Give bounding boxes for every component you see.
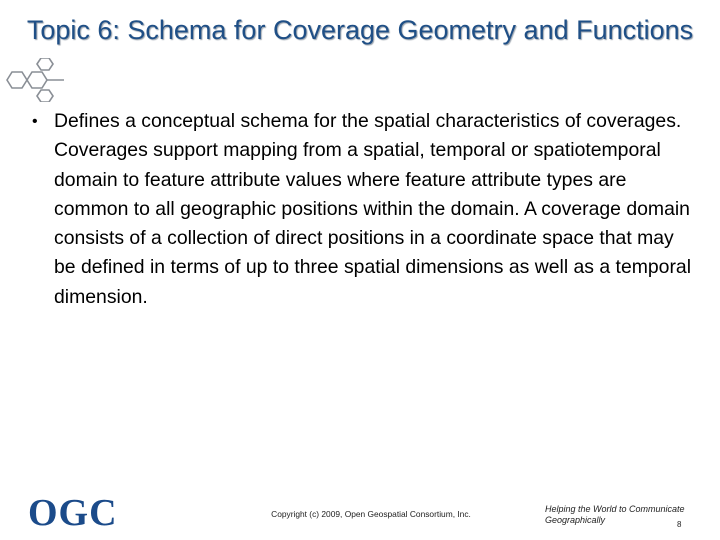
tagline: Helping the World to Communicate Geographically	[545, 504, 685, 525]
hexagon-decoration-icon	[4, 58, 64, 102]
copyright-notice: Copyright (c) 2009, Open Geospatial Consortium, Inc.	[271, 509, 471, 519]
bullet-item	[32, 107, 700, 312]
page-number: 8	[677, 520, 682, 529]
ogc-logo: OGC	[28, 492, 118, 534]
body-content	[32, 107, 700, 312]
slide-title: Topic 6: Schema for Coverage Geometry and Functions	[26, 15, 694, 45]
bullet-marker: •	[32, 113, 38, 130]
bullet-text: Defines a conceptual schema for the spatial characteristics of coverages. Coverages support mapping from a spatial, temporal or spatiotemporal domain to feature attribute values where feature attribute types are common to all geographic positions within the domain. A coverage domain consists of a collection of direct positions in a coordinate space that may be defined in terms of up to three spatial dimensions as well as a temporal dimension.	[54, 110, 692, 308]
